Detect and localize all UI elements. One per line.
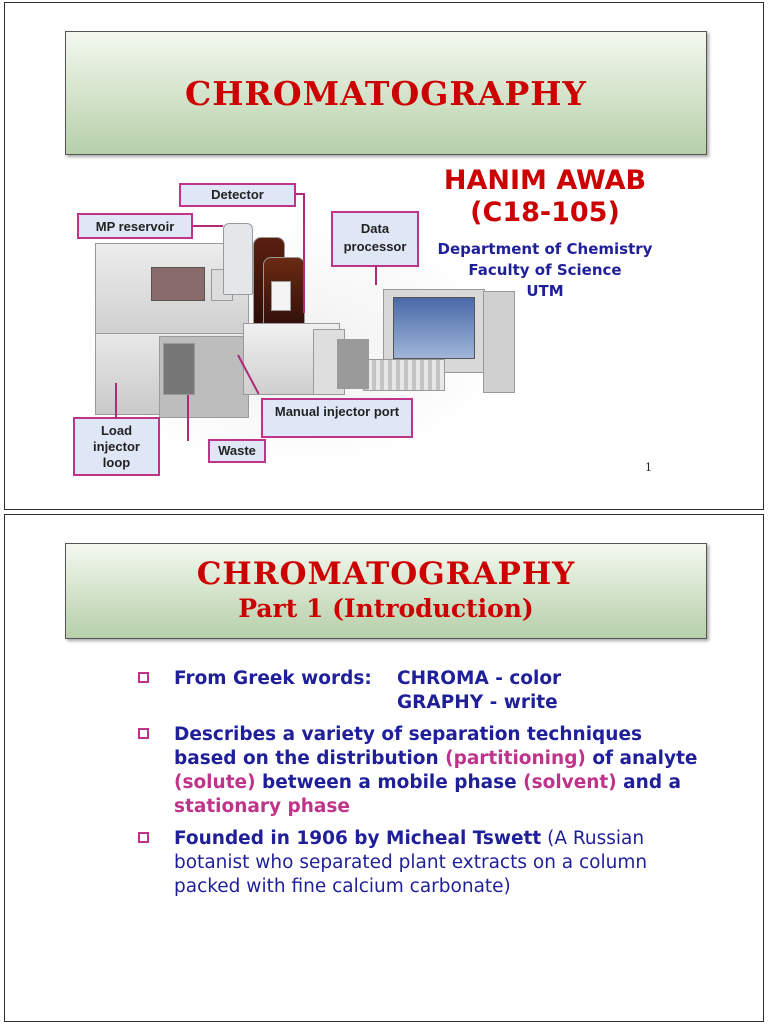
faculty-line: Faculty of Science xyxy=(468,261,622,279)
definition-text: of analyte xyxy=(585,748,698,769)
callout-waste: Waste xyxy=(208,439,266,463)
greek-label: From Greek words: xyxy=(174,668,372,689)
history-plain: (A Russian botanist who separated plant extracts on a column packed with fine calcium carbonate) xyxy=(174,828,648,897)
callout-manual-injector-port xyxy=(261,398,413,438)
bullet-square-icon xyxy=(138,832,149,843)
department-line: Department of Chemistry xyxy=(437,240,653,258)
bullet-square-icon xyxy=(138,728,149,739)
bullet-history xyxy=(138,827,698,899)
callout-data-processor-label: Data processor xyxy=(343,221,407,254)
term-stationary-phase: stationary phase xyxy=(174,796,350,817)
callout-data-processor xyxy=(331,211,419,267)
author-block xyxy=(435,165,655,302)
term-partitioning: (partitioning) xyxy=(445,748,586,769)
definition-text: between a mobile phase xyxy=(255,772,524,793)
callout-detector: Detector xyxy=(179,183,296,207)
callout-mp-reservoir: MP reservoir xyxy=(77,213,193,239)
department-block xyxy=(435,239,655,302)
slide-subtitle: Part 1 (Introduction) xyxy=(238,594,534,623)
slide-title: CHROMATOGRAPHY xyxy=(184,74,587,113)
history-bold: Founded in 1906 by Micheal Tswett xyxy=(174,828,542,849)
university-line: UTM xyxy=(526,282,564,300)
callout-load-injector-label: Load injector loop xyxy=(93,423,140,470)
author-name: HANIM AWAB xyxy=(443,165,647,196)
bullet-list xyxy=(138,667,698,907)
slide-title-box xyxy=(65,543,707,639)
bullet-greek-words xyxy=(138,667,698,715)
slide-title-box xyxy=(65,31,707,155)
callout-load-injector-loop xyxy=(73,417,160,476)
slide-2 xyxy=(4,514,764,1022)
bullet-square-icon xyxy=(138,672,149,683)
author-code: (C18-105) xyxy=(470,197,620,228)
slide-title: CHROMATOGRAPHY xyxy=(196,556,576,592)
term-solute: (solute) xyxy=(174,772,256,793)
callout-manual-injector-label: Manual injector port xyxy=(274,404,400,419)
definition-text: and a xyxy=(616,772,681,793)
definition-text: Describes a variety of separation techniques based on the distribution xyxy=(174,724,643,769)
page-number: 1 xyxy=(645,461,652,474)
bullet-definition xyxy=(138,723,698,819)
term-solvent: (solvent) xyxy=(523,772,617,793)
greek-chroma: CHROMA - color xyxy=(397,668,562,689)
slide-1 xyxy=(4,2,764,510)
greek-graphy: GRAPHY - write xyxy=(397,692,558,713)
